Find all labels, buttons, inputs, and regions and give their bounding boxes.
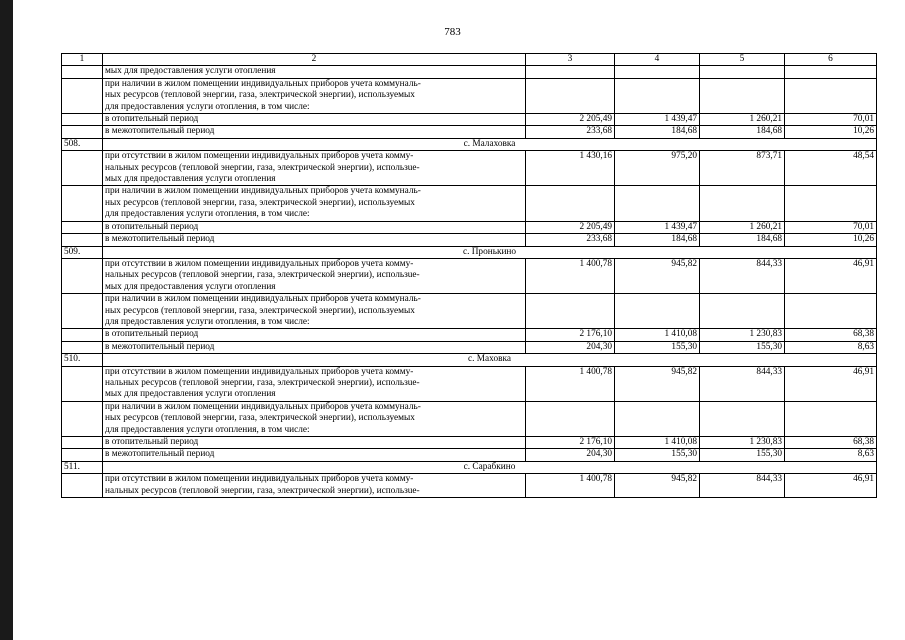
value-cell: 2 176,10	[526, 437, 615, 449]
description-line: ных ресурсов (тепловой энергии, газа, электрической энергии), используемых	[105, 305, 415, 316]
description-line: при наличии в жилом помещении индивидуальных приборов учета коммуналь-	[105, 186, 421, 197]
header-col-4: 4	[615, 54, 700, 66]
with-meters-row	[62, 294, 877, 329]
description-line: ных ресурсов (тепловой энергии, газа, электрической энергии), используемых	[105, 197, 415, 208]
description-line: нальных ресурсов (тепловой энергии, газа, электрической энергии), использue-	[105, 162, 420, 173]
settlement-name: с. Сарабкино	[103, 461, 877, 473]
row-description	[103, 78, 526, 113]
period-row	[62, 437, 877, 449]
value-cell: 975,20	[615, 151, 700, 186]
settlement-row	[62, 354, 877, 366]
period-row	[62, 126, 877, 138]
value-cell: 70,01	[785, 221, 877, 233]
value-cell: 184,68	[615, 126, 700, 138]
row-description	[103, 151, 526, 186]
value-cell: 1 430,16	[526, 151, 615, 186]
value-cell: 10,26	[785, 234, 877, 246]
value-cell: 155,30	[615, 341, 700, 353]
description-line: при отсутствии в жилом помещении индивидуальных приборов учета комму-	[105, 474, 414, 485]
value-cell: 844,33	[700, 258, 785, 293]
no-meters-row	[62, 474, 877, 498]
value-cell: 68,38	[785, 329, 877, 341]
description-line: при отсутствии в жилом помещении индивидуальных приборов учета комму-	[105, 258, 414, 269]
with-meters-row	[62, 401, 877, 436]
value-cell: 2 205,49	[526, 114, 615, 126]
value-cell: 184,68	[615, 234, 700, 246]
description-line: для предоставления услуги отопления, в том числе:	[105, 316, 310, 327]
value-cell: 945,82	[615, 258, 700, 293]
value-cell: 184,68	[700, 234, 785, 246]
description-line: ных ресурсов (тепловой энергии, газа, электрической энергии), используемых	[105, 413, 415, 424]
description-line: для предоставления услуги отопления, в том числе:	[105, 101, 310, 112]
description-line: при отсутствии в жилом помещении индивидуальных приборов учета комму-	[105, 151, 414, 162]
period-row	[62, 329, 877, 341]
description-line: при наличии в жилом помещении индивидуальных приборов учета коммуналь-	[105, 78, 421, 89]
row-description	[103, 294, 526, 329]
period-row	[62, 341, 877, 353]
continuation-text: мых для предоставления услуги отопления	[103, 66, 526, 78]
settlement-name: с. Пронькино	[103, 246, 877, 258]
value-cell: 945,82	[615, 474, 700, 498]
value-cell: 844,33	[700, 366, 785, 401]
row-description	[103, 258, 526, 293]
value-cell: 1 410,08	[615, 329, 700, 341]
value-cell: 1 400,78	[526, 366, 615, 401]
value-cell: 1 400,78	[526, 258, 615, 293]
value-cell: 1 260,21	[700, 114, 785, 126]
header-col-2: 2	[103, 54, 526, 66]
page-number: 783	[444, 26, 461, 38]
value-cell: 155,30	[700, 449, 785, 461]
period-label: в отопительный период	[103, 329, 526, 341]
value-cell: 1 439,47	[615, 114, 700, 126]
period-row	[62, 234, 877, 246]
settlement-number: 508.	[62, 138, 103, 150]
row-description	[103, 186, 526, 221]
value-cell: 844,33	[700, 474, 785, 498]
settlement-name: с. Маховка	[103, 354, 877, 366]
table-header-row	[62, 54, 877, 66]
value-cell: 48,54	[785, 151, 877, 186]
period-label: в межотопительный период	[103, 341, 526, 353]
value-cell: 46,91	[785, 366, 877, 401]
settlement-row	[62, 138, 877, 150]
description-line: для предоставления услуги отопления, в том числе:	[105, 424, 310, 435]
value-cell: 1 260,21	[700, 221, 785, 233]
tariff-table-body	[62, 54, 877, 498]
settlement-number: 509.	[62, 246, 103, 258]
description-line: при наличии в жилом помещении индивидуальных приборов учета коммуналь-	[105, 294, 421, 305]
period-label: в межотопительный период	[103, 234, 526, 246]
description-line: мых для предоставления услуги отопления	[105, 174, 276, 185]
value-cell: 1 230,83	[700, 329, 785, 341]
description-line: ных ресурсов (тепловой энергии, газа, электрической энергии), используемых	[105, 90, 415, 101]
description-line: нальных ресурсов (тепловой энергии, газа, электрической энергии), использue-	[105, 270, 420, 281]
value-cell: 2 205,49	[526, 221, 615, 233]
header-col-5: 5	[700, 54, 785, 66]
value-cell: 155,30	[700, 341, 785, 353]
scan-left-edge	[0, 0, 13, 640]
tariff-table	[61, 53, 877, 498]
row-description	[103, 401, 526, 436]
value-cell: 1 439,47	[615, 221, 700, 233]
header-col-3: 3	[526, 54, 615, 66]
no-meters-row	[62, 366, 877, 401]
value-cell: 155,30	[615, 449, 700, 461]
description-line: нальных ресурсов (тепловой энергии, газа, электрической энергии), использue-	[105, 485, 420, 496]
value-cell: 10,26	[785, 126, 877, 138]
value-cell: 204,30	[526, 449, 615, 461]
settlement-number: 510.	[62, 354, 103, 366]
period-label: в отопительный период	[103, 437, 526, 449]
value-cell: 1 400,78	[526, 474, 615, 498]
value-cell: 1 410,08	[615, 437, 700, 449]
period-label: в межотопительный период	[103, 449, 526, 461]
value-cell: 233,68	[526, 126, 615, 138]
period-row	[62, 114, 877, 126]
period-row	[62, 221, 877, 233]
value-cell: 873,71	[700, 151, 785, 186]
value-cell: 46,91	[785, 474, 877, 498]
period-row	[62, 449, 877, 461]
description-line: при отсутствии в жилом помещении индивидуальных приборов учета комму-	[105, 366, 414, 377]
period-label: в отопительный период	[103, 221, 526, 233]
value-cell: 2 176,10	[526, 329, 615, 341]
value-cell: 233,68	[526, 234, 615, 246]
header-col-1: 1	[62, 54, 103, 66]
description-line: нальных ресурсов (тепловой энергии, газа, электрической энергии), использue-	[105, 377, 420, 388]
description-line: при наличии в жилом помещении индивидуальных приборов учета коммуналь-	[105, 401, 421, 412]
continuation-row	[62, 66, 877, 78]
no-meters-row	[62, 151, 877, 186]
with-meters-row	[62, 186, 877, 221]
no-meters-row	[62, 258, 877, 293]
row-description	[103, 474, 526, 498]
row-description	[103, 366, 526, 401]
settlement-name: с. Малаховка	[103, 138, 877, 150]
value-cell: 8,63	[785, 341, 877, 353]
value-cell: 70,01	[785, 114, 877, 126]
settlement-row	[62, 246, 877, 258]
value-cell: 184,68	[700, 126, 785, 138]
with-meters-row	[62, 78, 877, 113]
settlement-number: 511.	[62, 461, 103, 473]
description-line: для предоставления услуги отопления, в том числе:	[105, 209, 310, 220]
value-cell: 46,91	[785, 258, 877, 293]
value-cell: 8,63	[785, 449, 877, 461]
value-cell: 68,38	[785, 437, 877, 449]
value-cell: 204,30	[526, 341, 615, 353]
description-line: мых для предоставления услуги отопления	[105, 389, 276, 400]
settlement-row	[62, 461, 877, 473]
value-cell: 1 230,83	[700, 437, 785, 449]
header-col-6: 6	[785, 54, 877, 66]
period-label: в отопительный период	[103, 114, 526, 126]
description-line: мых для предоставления услуги отопления	[105, 281, 276, 292]
period-label: в межотопительный период	[103, 126, 526, 138]
value-cell: 945,82	[615, 366, 700, 401]
